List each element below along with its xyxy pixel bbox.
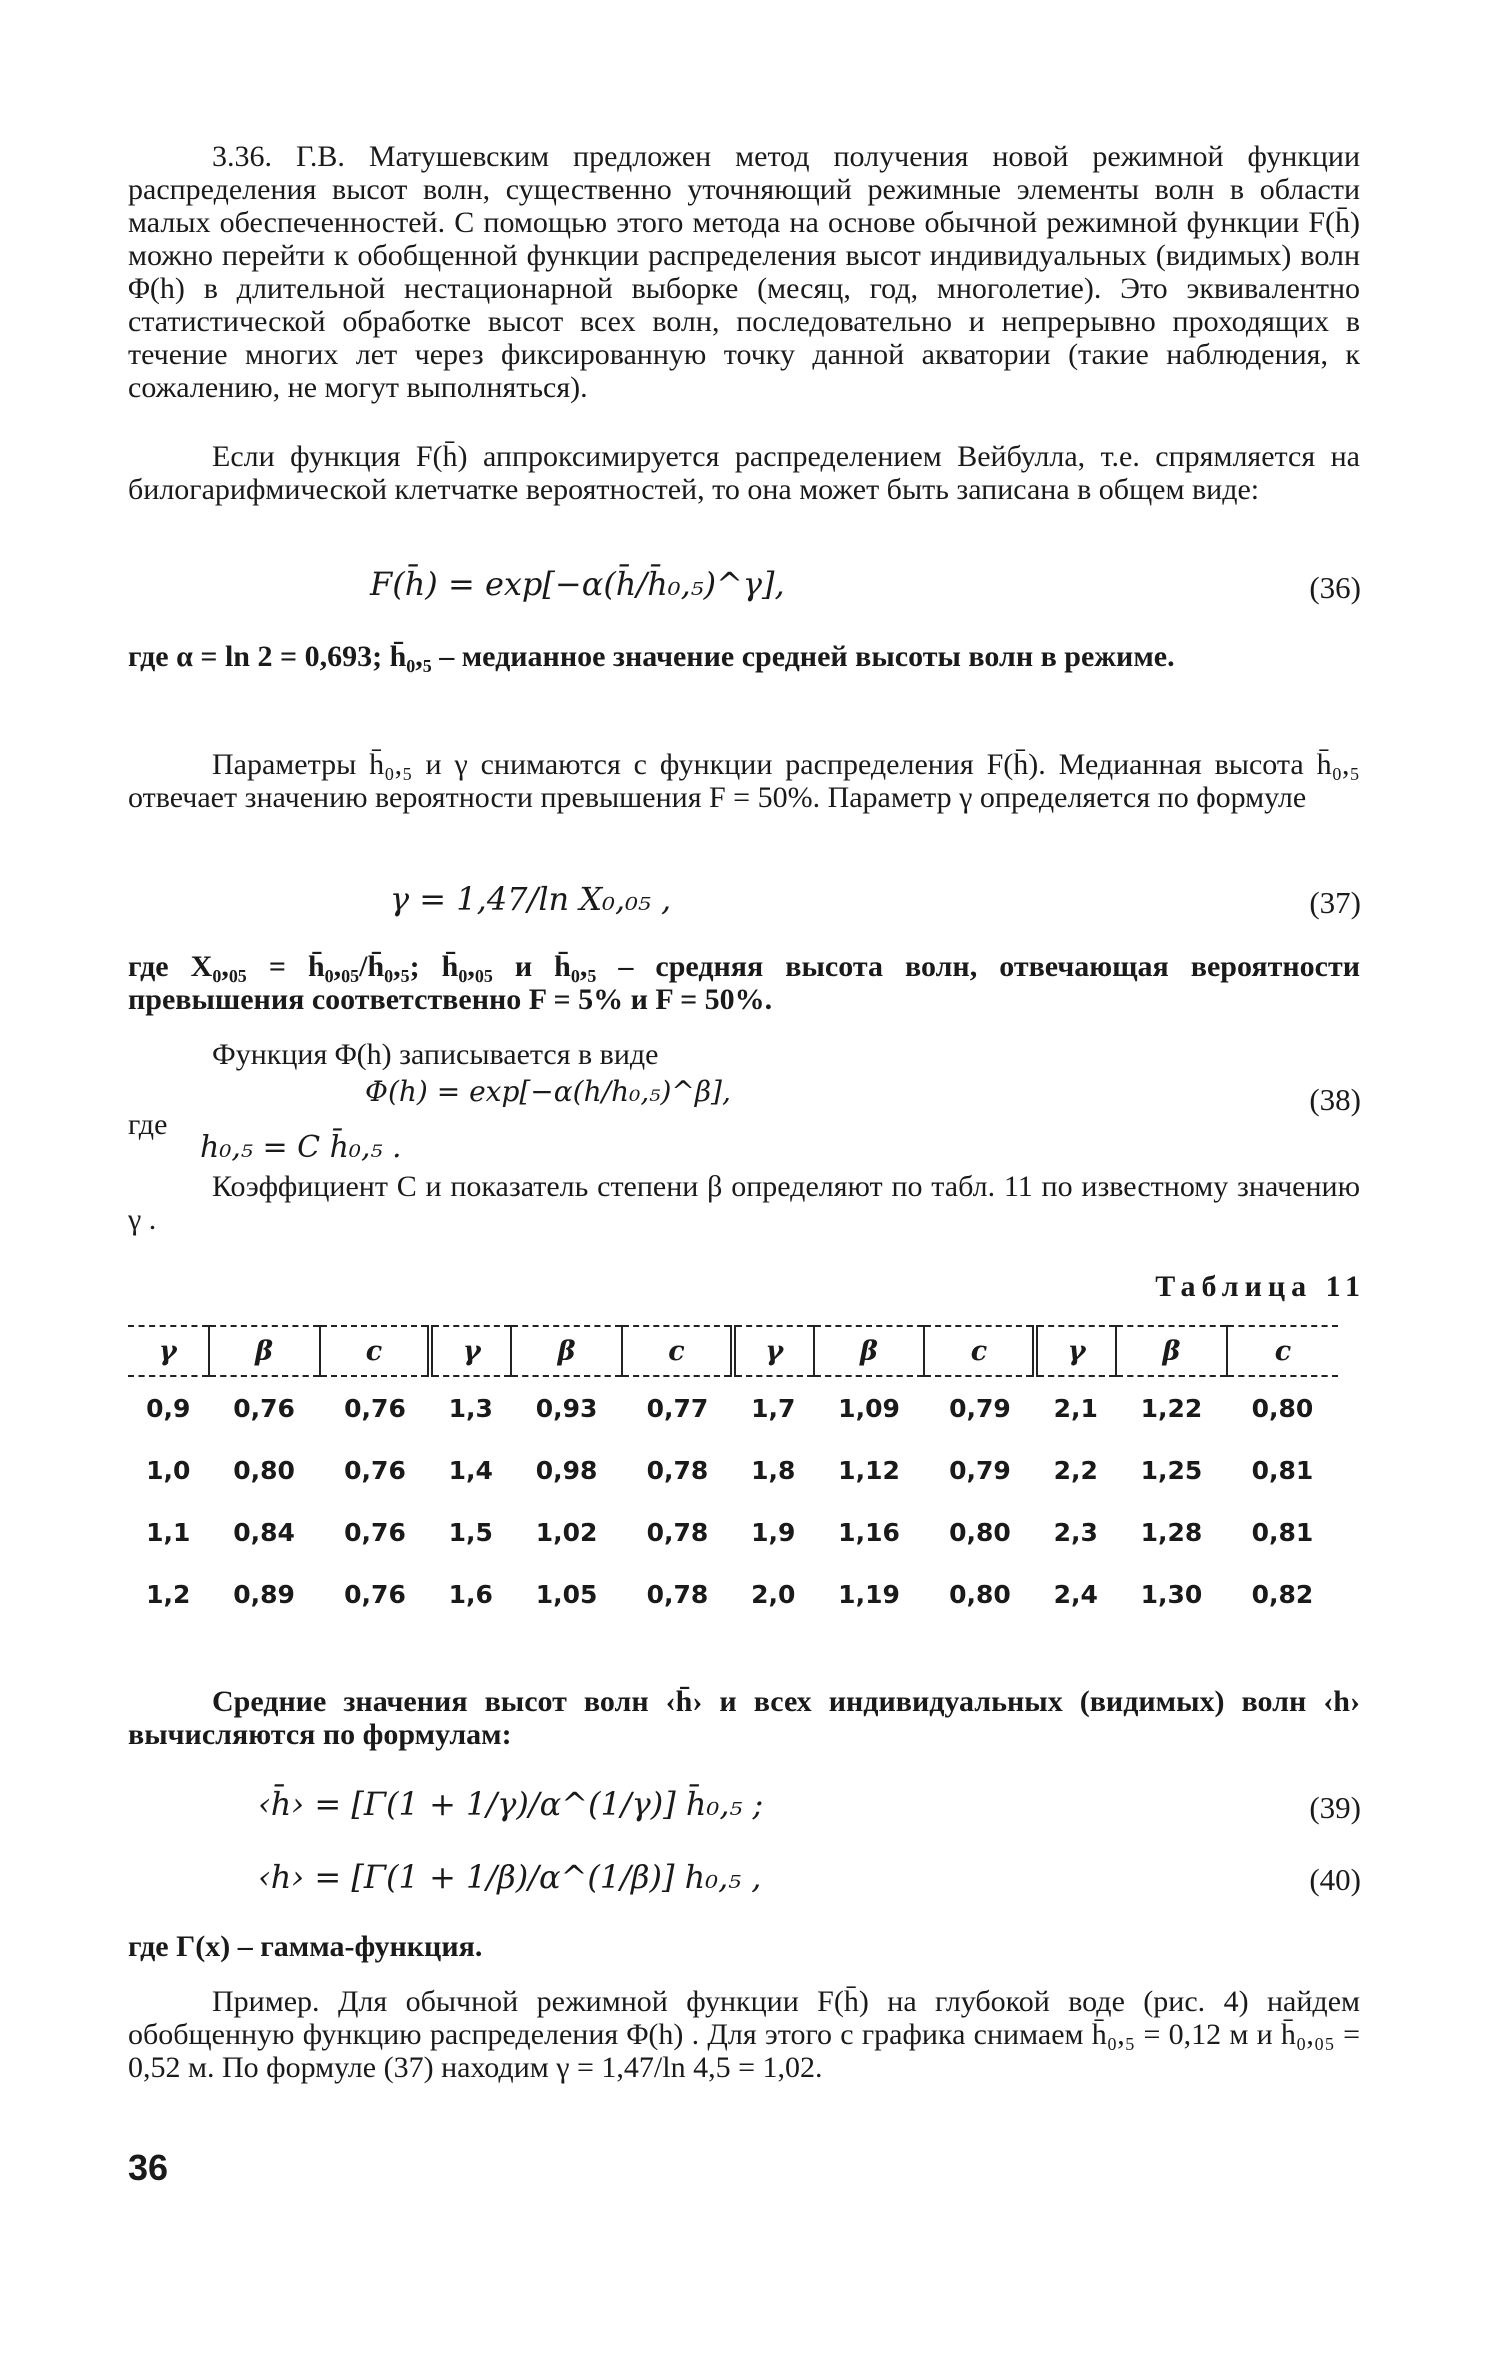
header-beta: β <box>1116 1326 1227 1376</box>
equation-39: ‹h̄› = [Γ(1 + 1/γ)/α^(1/γ)] h̄₀,₅ ; <box>258 1785 764 1823</box>
table-cell: 0,76 <box>344 1393 406 1423</box>
table-row <box>128 1439 1338 1501</box>
where-37: где X₀,₀₅ = h̄₀,₀₅/h̄₀,₅; h̄₀,₀₅ и h̄₀,₅ – средняя высота волн, отвечающая вероятности превышения соответственно F = 5% и F = 50%. <box>128 950 1360 1016</box>
equation-36: F(h̄) = exp[−α(h̄/h̄₀,₅)^γ], <box>370 565 785 603</box>
table-cell: 0,78 <box>646 1579 709 1609</box>
table-cell: 1,19 <box>838 1579 900 1609</box>
equation-38: Φ(h) = exp[−α(h/h₀,₅)^β], <box>365 1075 731 1108</box>
paragraph-example: Пример. Для обычной режимной функции F(h̄) на глубокой воде (рис. 4) найдем обобщенную функцию распределения Φ(h) . Для этого с графика снимаем h̄₀,₅ = 0,12 м и h̄₀,₀₅ = 0,52 м. По формуле (37) находим γ = 1,47/ln 4,5 = 1,02. <box>128 1985 1360 2084</box>
table-cell: 1,22 <box>1140 1393 1203 1423</box>
table-cell: 1,05 <box>535 1579 598 1609</box>
equation-37-number: (37) <box>1309 885 1361 920</box>
table-cell: 1,28 <box>1140 1517 1203 1547</box>
table-cell: 1,09 <box>838 1393 900 1423</box>
equation-36-number: (36) <box>1309 570 1361 605</box>
table-cell: 2,0 <box>751 1579 796 1609</box>
table-cell: 0,93 <box>535 1393 598 1423</box>
gamma-function-note: где Γ(x) – гамма-функция. <box>128 1930 483 1963</box>
table-cell: 2,1 <box>1053 1393 1098 1423</box>
table-cell: 1,9 <box>751 1517 796 1547</box>
equation-h05: h₀,₅ = C h̄₀,₅ . <box>200 1130 402 1165</box>
equation-39-number: (39) <box>1309 1790 1361 1825</box>
header-c: c <box>924 1326 1035 1376</box>
table-cell: 1,02 <box>535 1517 598 1547</box>
table-11 <box>128 1325 1338 1625</box>
table-cell: 2,4 <box>1053 1579 1098 1609</box>
table-cell: 0,76 <box>233 1393 295 1423</box>
table-cell: 0,84 <box>233 1517 295 1547</box>
where-38-label: где <box>128 1108 168 1141</box>
table-cell: 1,30 <box>1140 1579 1203 1609</box>
paragraph-parameters: Параметры h̄₀,₅ и γ снимаются с функции распределения F(h̄). Медианная высота h̄₀,₅ отвечает значению вероятности превышения F = 50%. Параметр γ определяется по формуле <box>128 748 1360 814</box>
table-cell: 1,6 <box>448 1579 493 1609</box>
table-cell: 0,77 <box>646 1393 709 1423</box>
paragraph-phi: Функция Φ(h) записывается в виде <box>212 1038 659 1071</box>
table-cell: 0,80 <box>949 1517 1011 1547</box>
table-row <box>128 1376 1338 1439</box>
table-cell: 0,76 <box>344 1517 406 1547</box>
header-c: c <box>622 1326 733 1376</box>
table-cell: 0,98 <box>535 1455 598 1485</box>
table-cell: 1,7 <box>751 1393 796 1423</box>
table-cell: 1,16 <box>838 1517 900 1547</box>
header-c: c <box>1227 1326 1338 1376</box>
table-cell: 1,2 <box>146 1579 191 1609</box>
table-cell: 2,3 <box>1053 1517 1098 1547</box>
table-cell: 0,79 <box>949 1455 1011 1485</box>
page-number: 36 <box>128 2147 169 2188</box>
table-cell: 1,1 <box>146 1517 191 1547</box>
paragraph-coefficient: Коэффициент C и показатель степени β определяют по табл. 11 по известному значению γ . <box>128 1170 1360 1236</box>
table-cell: 0,81 <box>1251 1455 1314 1485</box>
equation-38-number: (38) <box>1309 1082 1361 1117</box>
table-cell: 0,80 <box>1251 1393 1314 1423</box>
where-36: где α = ln 2 = 0,693; h̄₀,₅ – медианное значение средней высоты волн в режиме. <box>128 640 1175 673</box>
table-cell: 2,2 <box>1053 1455 1098 1485</box>
table-caption: Таблица 11 <box>1155 1270 1366 1303</box>
table-cell: 0,78 <box>646 1517 709 1547</box>
header-beta: β <box>814 1326 925 1376</box>
equation-40: ‹h› = [Γ(1 + 1/β)/α^(1/β)] h₀,₅ , <box>258 1858 762 1896</box>
table-cell: 1,3 <box>448 1393 493 1423</box>
table-row <box>128 1501 1338 1563</box>
table-cell: 0,82 <box>1251 1579 1314 1609</box>
table-header-row <box>128 1326 1338 1376</box>
table-cell: 1,8 <box>751 1455 796 1485</box>
table-cell: 0,78 <box>646 1455 709 1485</box>
header-gamma: γ <box>733 1326 814 1376</box>
table-cell: 1,4 <box>448 1455 493 1485</box>
header-c: c <box>320 1326 431 1376</box>
table-cell: 1,0 <box>146 1455 191 1485</box>
equation-40-number: (40) <box>1309 1862 1361 1897</box>
table-cell: 0,9 <box>146 1393 191 1423</box>
equation-37: γ = 1,47/ln X₀,₀₅ , <box>390 880 672 918</box>
header-beta: β <box>209 1326 320 1376</box>
header-gamma: γ <box>430 1326 511 1376</box>
table-cell: 1,25 <box>1140 1455 1203 1485</box>
table-cell: 0,76 <box>344 1579 406 1609</box>
paragraph-intro: 3.36. Г.В. Матушевским предложен метод получения новой режимной функции распределения высот волн, существенно уточняющий режимные элементы волн в области малых обеспеченностей. С помощью этого метода на основе обычной режимной функции F(h̄) можно перейти к обобщенной функции распределения высот индивидуальных (видимых) волн Φ(h) в длительной нестационарной выборке (месяц, год, многолетие). Это эквивалентно статистической обработке высот всех волн, последовательно и непрерывно проходящих в течение многих лет через фиксированную точку данной акватории (такие наблюдения, к сожалению, не могут выполняться). <box>128 140 1360 404</box>
table-cell: 1,12 <box>838 1455 900 1485</box>
header-gamma: γ <box>128 1326 209 1376</box>
table-cell: 0,79 <box>949 1393 1011 1423</box>
header-beta: β <box>511 1326 622 1376</box>
table-row <box>128 1563 1338 1625</box>
header-gamma: γ <box>1035 1326 1116 1376</box>
table-cell: 1,5 <box>448 1517 493 1547</box>
table-cell: 0,80 <box>949 1579 1011 1609</box>
table-cell: 0,80 <box>233 1455 295 1485</box>
table-cell: 0,76 <box>344 1455 406 1485</box>
paragraph-mean-values: Средние значения высот волн ‹h̄› и всех индивидуальных (видимых) волн ‹h› вычисляются по формулам: <box>128 1685 1360 1751</box>
table-cell: 0,81 <box>1251 1517 1314 1547</box>
paragraph-weibull: Если функция F(h̄) аппроксимируется распределением Вейбулла, т.е. спрямляется на билогарифмической клетчатке вероятностей, то она может быть записана в общем виде: <box>128 440 1360 506</box>
table-cell: 0,89 <box>233 1579 295 1609</box>
